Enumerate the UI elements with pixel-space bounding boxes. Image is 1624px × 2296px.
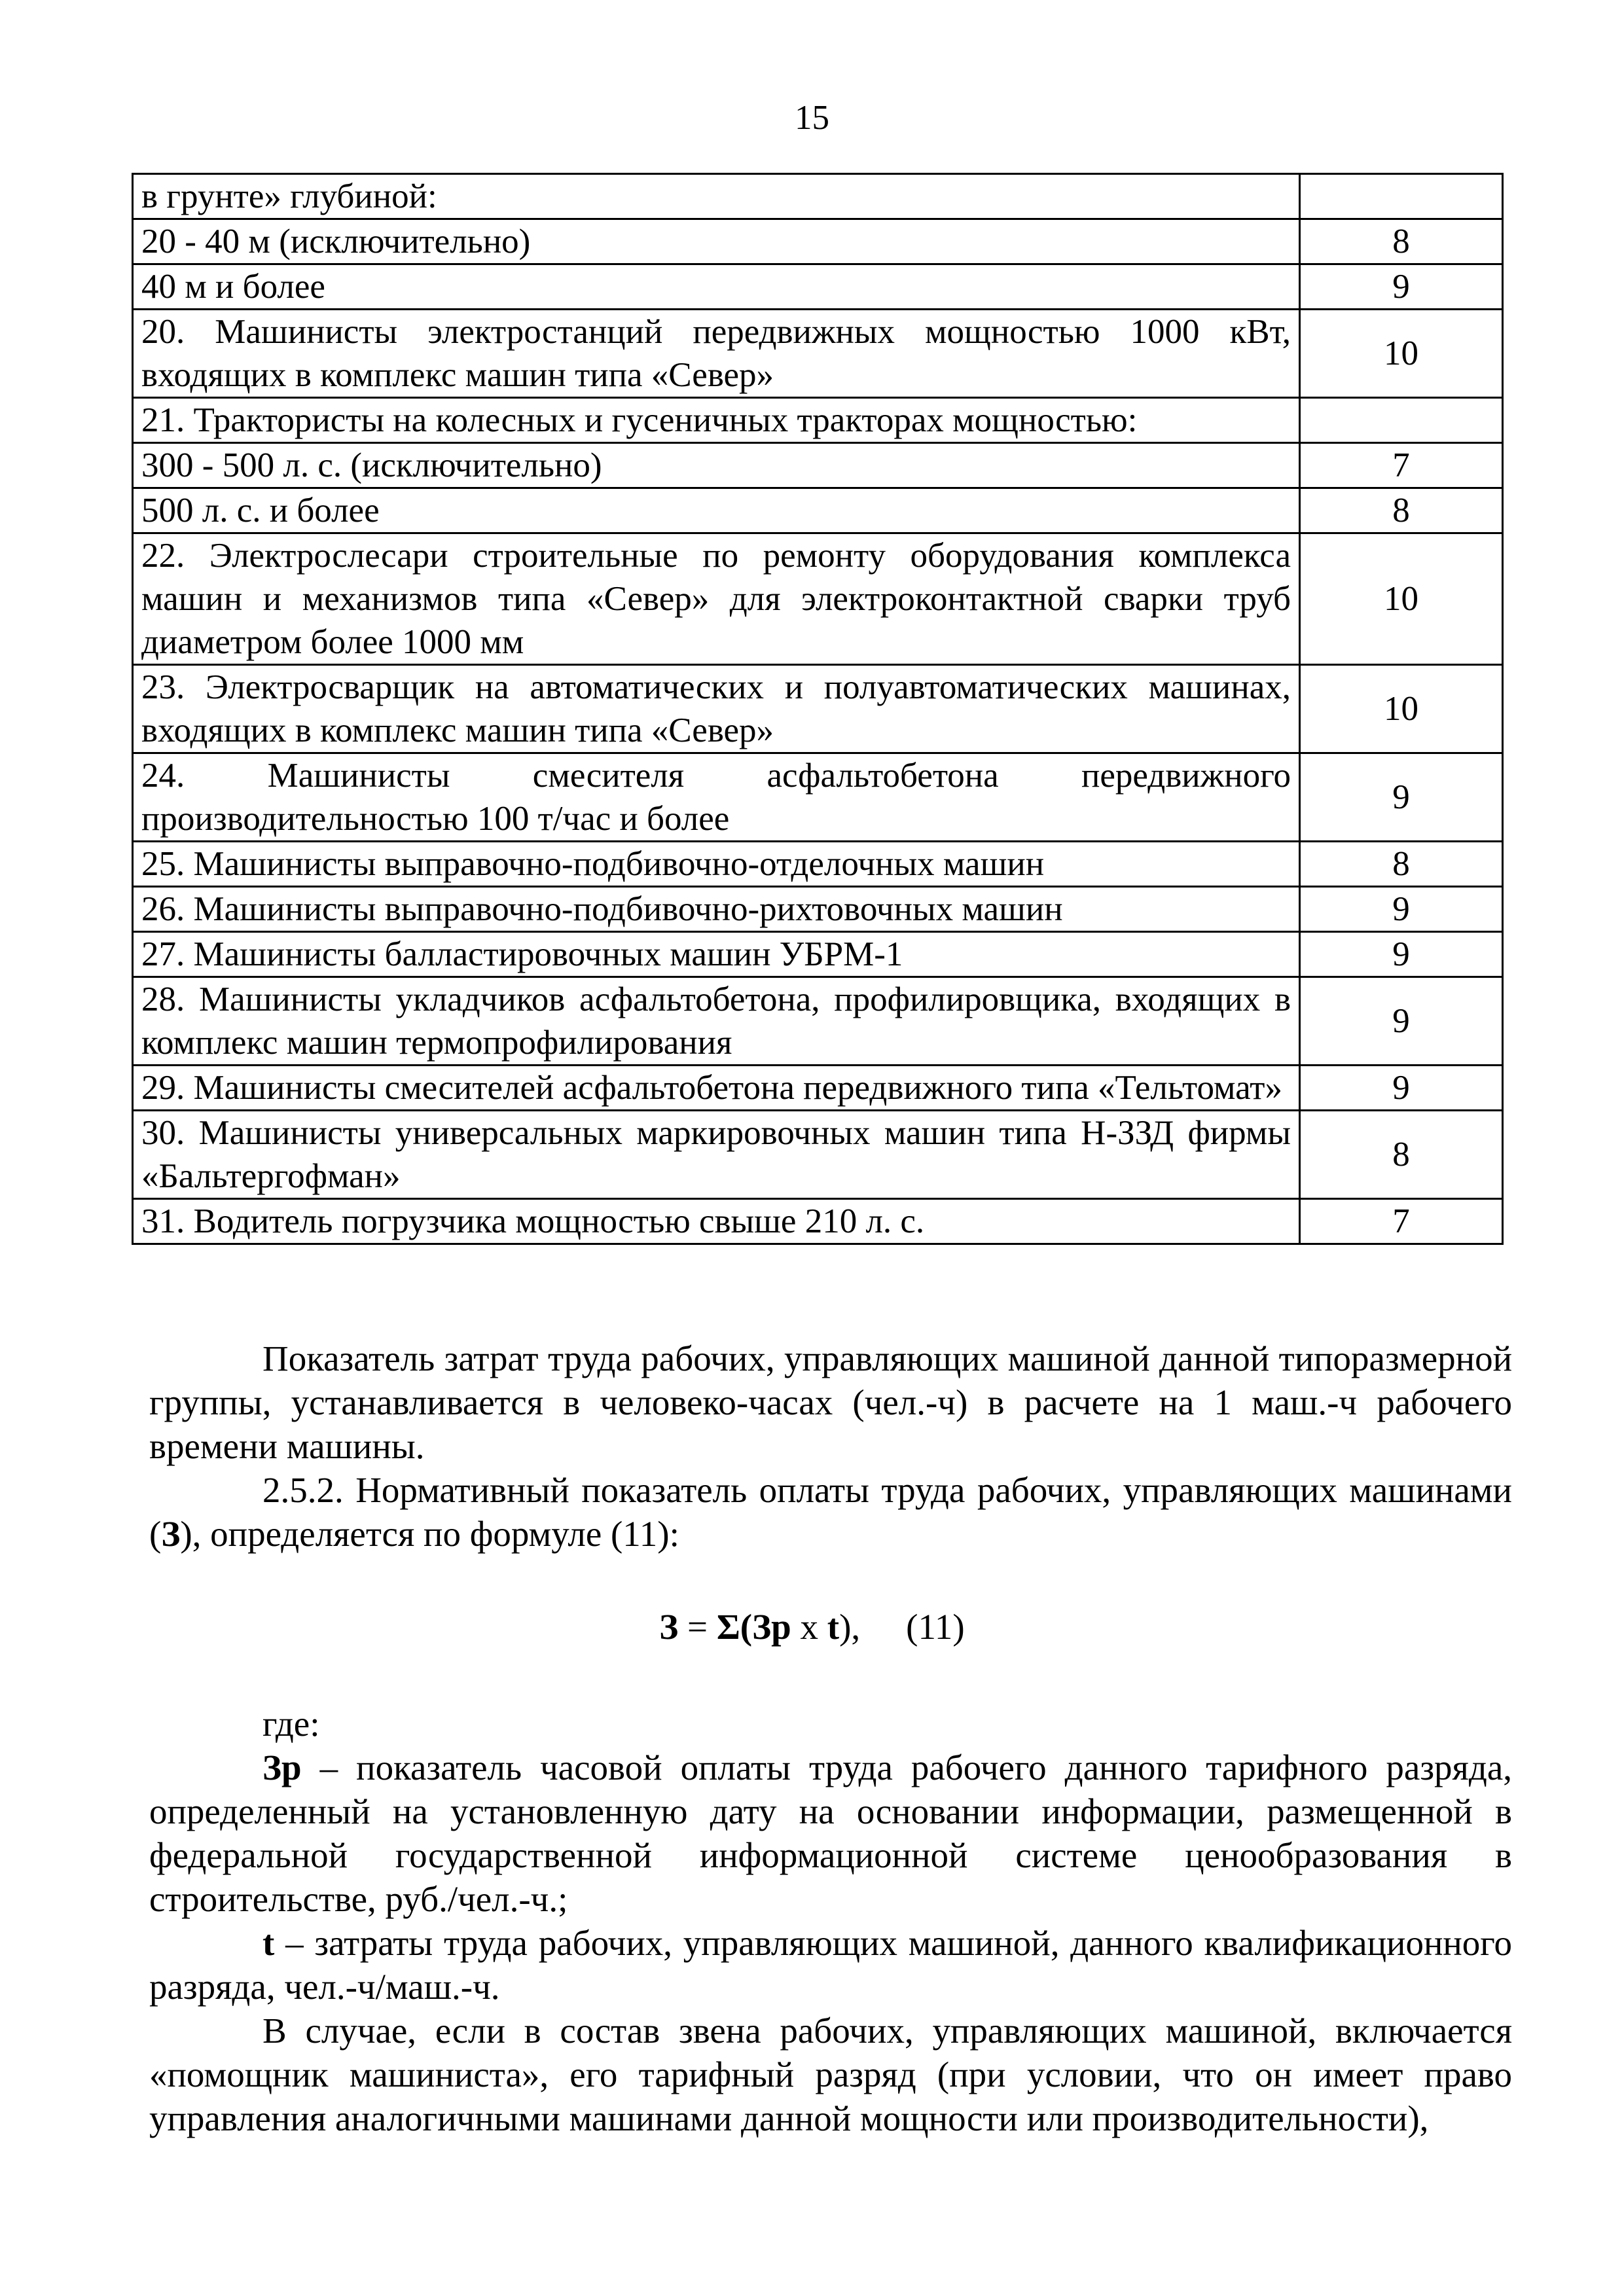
paragraph-assistant: В случае, если в состав звена рабочих, управляющих машиной, включается «помощник машиниста», его тарифный разряд (при условии, что он имеет право управления аналогичными машинами данной мощности или производительности), bbox=[149, 2011, 1512, 2138]
table-row bbox=[133, 174, 1503, 219]
table-row bbox=[133, 1199, 1503, 1244]
row-description: 300 - 500 л. с. (исключительно) bbox=[133, 443, 1300, 488]
row-description: 26. Машинисты выправочно-подбивочно-рихтовочных машин bbox=[133, 887, 1300, 932]
table-row bbox=[133, 1111, 1503, 1199]
formula-11: З = Σ(Зр x t), (11) bbox=[659, 1607, 965, 1647]
table-row bbox=[133, 488, 1503, 533]
row-grade: 7 bbox=[1300, 1199, 1503, 1244]
paragraph-labor-indicator: Показатель затрат труда рабочих, управляющих машиной данной типоразмерной группы, устанавливается в человеко-часах (чел.-ч) в расчете на 1 маш.-ч рабочего времени машины. bbox=[149, 1338, 1512, 1466]
table-row bbox=[133, 887, 1503, 932]
page-number: 15 bbox=[795, 99, 829, 137]
where-label: где: bbox=[262, 1704, 320, 1744]
row-grade: 8 bbox=[1300, 842, 1503, 887]
definition-zr: Зр – показатель часовой оплаты труда рабочего данного тарифного разряда, определенный на установленную дату на основании информации, размещенной в федеральной государственной информационной системе ценообразования в строительстве, руб./чел.-ч.; bbox=[149, 1748, 1512, 1919]
row-description: в грунте» глубиной: bbox=[133, 174, 1300, 219]
row-description: 23. Электросварщик на автоматических и полуавтоматических машинах, входящих в комплекс машин типа «Север» bbox=[133, 665, 1300, 753]
row-description: 25. Машинисты выправочно-подбивочно-отделочных машин bbox=[133, 842, 1300, 887]
table-row bbox=[133, 753, 1503, 842]
table-row bbox=[133, 443, 1503, 488]
paragraph-2-5-2: 2.5.2. Нормативный показатель оплаты труда рабочих, управляющих машинами (З), определяется по формуле (11): bbox=[149, 1470, 1512, 1554]
table-row bbox=[133, 398, 1503, 443]
row-grade: 10 bbox=[1300, 665, 1503, 753]
row-description: 22. Электрослесари строительные по ремонту оборудования комплекса машин и механизмов типа «Север» для электроконтактной сварки труб диаметром более 1000 мм bbox=[133, 533, 1300, 665]
table-row bbox=[133, 1066, 1503, 1111]
row-grade bbox=[1300, 398, 1503, 443]
row-grade: 10 bbox=[1300, 533, 1503, 665]
row-description: 21. Трактористы на колесных и гусеничных тракторах мощностью: bbox=[133, 398, 1300, 443]
row-grade: 10 bbox=[1300, 310, 1503, 398]
row-grade bbox=[1300, 174, 1503, 219]
table-row bbox=[133, 533, 1503, 665]
table-row bbox=[133, 219, 1503, 264]
table-row bbox=[133, 665, 1503, 753]
row-description: 30. Машинисты универсальных маркировочных машин типа Н-ЗЗД фирмы «Бальтергофман» bbox=[133, 1111, 1300, 1199]
row-description: 27. Машинисты балластировочных машин УБРМ-1 bbox=[133, 932, 1300, 977]
row-grade: 9 bbox=[1300, 1066, 1503, 1111]
row-description: 40 м и более bbox=[133, 264, 1300, 310]
table-row bbox=[133, 264, 1503, 310]
row-description: 20. Машинисты электростанций передвижных мощностью 1000 кВт, входящих в комплекс машин типа «Север» bbox=[133, 310, 1300, 398]
row-grade: 9 bbox=[1300, 977, 1503, 1066]
row-grade: 9 bbox=[1300, 264, 1503, 310]
qualification-table bbox=[132, 173, 1504, 1245]
body-block-2 bbox=[149, 1702, 1512, 2140]
row-grade: 8 bbox=[1300, 219, 1503, 264]
row-description: 500 л. с. и более bbox=[133, 488, 1300, 533]
table-row bbox=[133, 977, 1503, 1066]
row-description: 24. Машинисты смесителя асфальтобетона передвижного производительностью 100 т/час и более bbox=[133, 753, 1300, 842]
row-description: 31. Водитель погрузчика мощностью свыше 210 л. с. bbox=[133, 1199, 1300, 1244]
body-block-1 bbox=[149, 1336, 1512, 1556]
row-description: 29. Машинисты смесителей асфальтобетона передвижного типа «Тельтомат» bbox=[133, 1066, 1300, 1111]
row-grade: 7 bbox=[1300, 443, 1503, 488]
table-row bbox=[133, 842, 1503, 887]
table-row bbox=[133, 932, 1503, 977]
definition-t: t – затраты труда рабочих, управляющих машиной, данного квалификационного разряда, чел.-ч/маш.-ч. bbox=[149, 1923, 1512, 2007]
row-grade: 9 bbox=[1300, 887, 1503, 932]
row-grade: 8 bbox=[1300, 488, 1503, 533]
row-description: 28. Машинисты укладчиков асфальтобетона, профилировщика, входящих в комплекс машин термопрофилирования bbox=[133, 977, 1300, 1066]
row-grade: 9 bbox=[1300, 753, 1503, 842]
row-description: 20 - 40 м (исключительно) bbox=[133, 219, 1300, 264]
row-grade: 9 bbox=[1300, 932, 1503, 977]
table-row bbox=[133, 310, 1503, 398]
row-grade: 8 bbox=[1300, 1111, 1503, 1199]
